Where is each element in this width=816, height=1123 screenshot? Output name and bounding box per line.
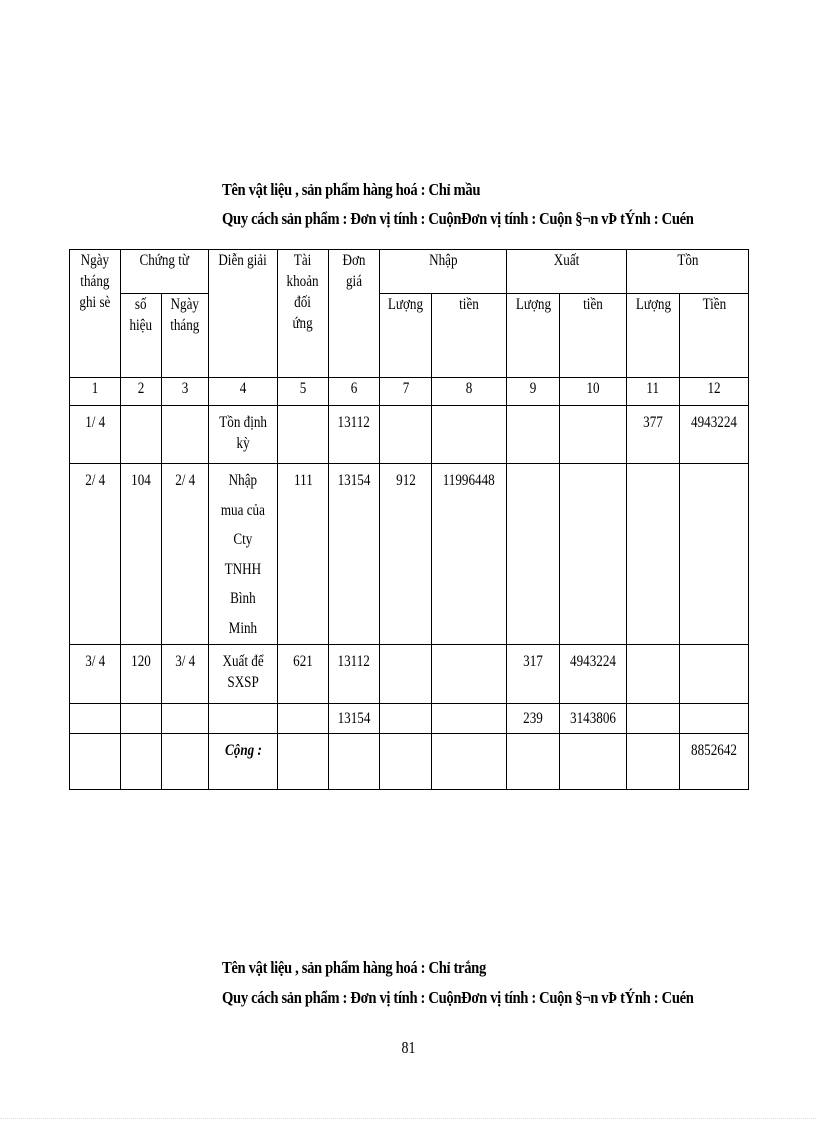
cell-don-gia: 13154 [329,704,380,734]
cell-ton-tien: 4943224 [680,406,749,464]
col-number: 5 [278,378,329,406]
table-row [70,464,749,645]
col-number: 10 [560,378,627,406]
material-name-heading-2: Tên vật liệu , sản phẩm hàng hoá : Chỉ trắng [222,958,486,977]
cell-empty [162,734,209,790]
cell-xuat-tien [560,406,627,464]
cell-ton-tien [680,704,749,734]
cell-xuat-luong [507,406,560,464]
cell-dien-giai: Xuất để SXSP [209,645,278,704]
cell-tai-khoan [278,406,329,464]
col-number: 6 [329,378,380,406]
header-tai-khoan-doi-ung: Tài khoản đối ứng [278,250,329,378]
header-dien-giai: Diễn giải [209,250,278,378]
header-xuat-tien: tiền [560,294,627,378]
cell-empty [507,734,560,790]
col-number: 11 [627,378,680,406]
cell-dien-giai: Tồn định kỳ [209,406,278,464]
cell-empty [278,734,329,790]
cell-xuat-luong: 317 [507,645,560,704]
header-xuat: Xuất [507,250,627,294]
cell-ton-tien [680,645,749,704]
column-number-row [70,378,749,406]
product-spec-heading-2: Quy cách sản phẩm : Đơn vị tính : CuộnĐơn vị tính : Cuộn §¬n vÞ tÝnh : Cuén [222,988,694,1007]
col-number: 9 [507,378,560,406]
cell-don-gia: 13154 [329,464,380,645]
cell-nhap-luong [380,704,432,734]
header-ngay-thang-ghi-so: Ngày tháng ghi sè [70,250,121,378]
col-number: 12 [680,378,749,406]
cell-ngay-thang: 3/ 4 [162,645,209,704]
cell-xuat-tien [560,464,627,645]
cell-xuat-tien: 3143806 [560,704,627,734]
cell-tai-khoan: 621 [278,645,329,704]
cell-dien-giai: Nhập mua của Cty TNHH Bình Minh [209,464,278,645]
cell-empty [560,734,627,790]
cell-ton-luong: 377 [627,406,680,464]
col-number: 3 [162,378,209,406]
cell-nhap-tien [432,645,507,704]
cell-date [70,704,121,734]
cell-so-hieu [121,704,162,734]
cell-nhap-tien [432,704,507,734]
cell-date: 3/ 4 [70,645,121,704]
col-number: 2 [121,378,162,406]
col-number: 4 [209,378,278,406]
cell-xuat-luong [507,464,560,645]
cell-ton-tien [680,464,749,645]
cell-empty [121,734,162,790]
table-row [70,645,749,704]
cell-ngay-thang [162,406,209,464]
cell-xuat-luong: 239 [507,704,560,734]
cell-empty [380,734,432,790]
header-nhap-tien: tiền [432,294,507,378]
cell-ton-luong [627,464,680,645]
table-row [70,704,749,734]
cell-xuat-tien: 4943224 [560,645,627,704]
cell-ton-luong [627,645,680,704]
table-row [70,406,749,464]
cell-tai-khoan [278,704,329,734]
cell-don-gia: 13112 [329,645,380,704]
cell-empty [627,734,680,790]
cell-nhap-luong: 912 [380,464,432,645]
cell-nhap-tien: 11996448 [432,464,507,645]
col-number: 1 [70,378,121,406]
total-row [70,734,749,790]
inventory-ledger-table [69,249,749,790]
header-ton: Tồn [627,250,749,294]
cell-ton-luong [627,704,680,734]
product-spec-heading: Quy cách sản phẩm : Đơn vị tính : CuộnĐơn vị tính : Cuộn §¬n vÞ tÝnh : Cuén [222,209,694,228]
cell-nhap-luong [380,406,432,464]
header-don-gia: Đơn giá [329,250,380,378]
cell-date: 2/ 4 [70,464,121,645]
total-label: Cộng : [209,734,278,790]
header-xuat-luong: Lượng [507,294,560,378]
cell-empty [432,734,507,790]
material-name-heading: Tên vật liệu , sản phẩm hàng hoá : Chỉ mầu [222,180,481,199]
header-nhap: Nhập [380,250,507,294]
cell-date: 1/ 4 [70,406,121,464]
total-value: 8852642 [680,734,749,790]
header-ton-tien: Tiền [680,294,749,378]
cell-ngay-thang [162,704,209,734]
header-chung-tu: Chứng từ [121,250,209,294]
cell-empty [70,734,121,790]
header-ngay-thang: Ngày tháng [162,294,209,378]
cell-don-gia: 13112 [329,406,380,464]
cell-ngay-thang: 2/ 4 [162,464,209,645]
page-number: 81 [401,1038,415,1057]
cell-so-hieu [121,406,162,464]
cell-dien-giai [209,704,278,734]
col-number: 8 [432,378,507,406]
cell-nhap-luong [380,645,432,704]
header-so-hieu: số hiệu [121,294,162,378]
header-nhap-luong: Lượng [380,294,432,378]
cell-so-hieu: 120 [121,645,162,704]
header-ton-luong: Lượng [627,294,680,378]
cell-empty [329,734,380,790]
col-number: 7 [380,378,432,406]
page-edge-divider [0,1118,816,1119]
cell-nhap-tien [432,406,507,464]
cell-so-hieu: 104 [121,464,162,645]
cell-tai-khoan: 111 [278,464,329,645]
